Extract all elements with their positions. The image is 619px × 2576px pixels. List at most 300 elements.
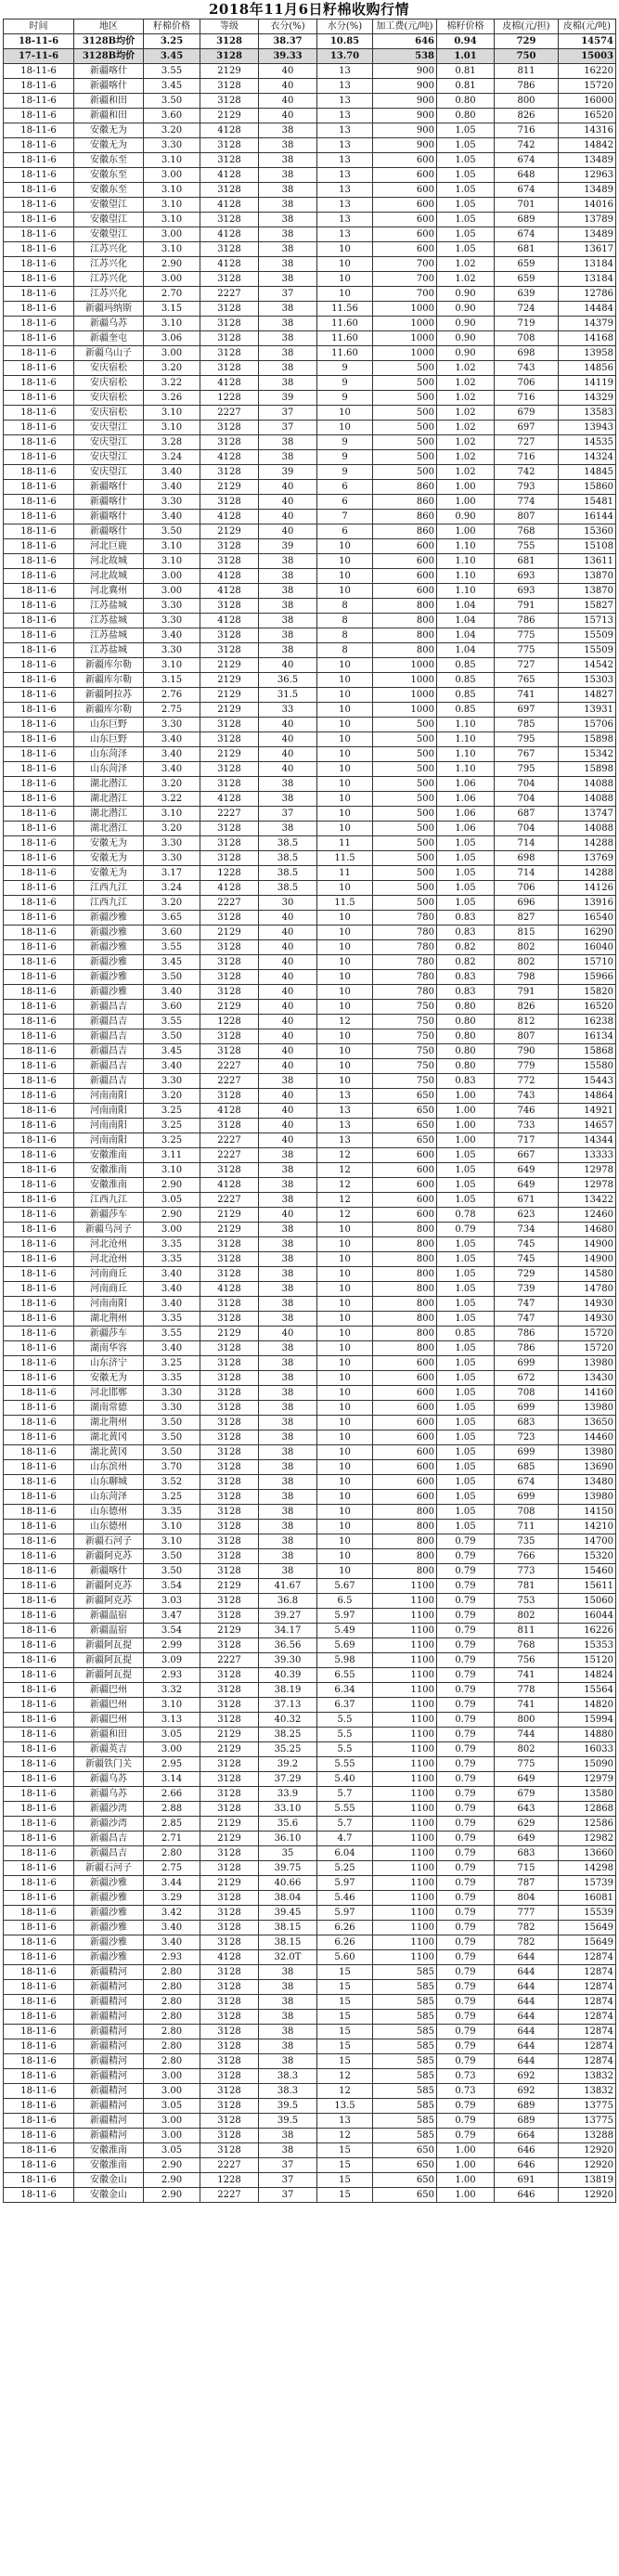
cell-region: 新疆昌吉 — [74, 1059, 144, 1074]
cell-seed-cotton-price: 3.60 — [144, 109, 200, 123]
table-row — [4, 2158, 616, 2173]
cell-seed-cotton-price: 2.90 — [144, 2173, 200, 2188]
table-row — [4, 732, 616, 747]
cell-grade: 4128 — [200, 792, 259, 807]
table-row — [4, 1416, 616, 1430]
cell-cottonseed-price: 0.94 — [437, 34, 495, 49]
cell-lint-percent: 40 — [259, 1119, 317, 1133]
cell-cottonseed-price: 0.79 — [437, 1534, 495, 1549]
table-row — [4, 79, 616, 94]
cell-date: 18-11-6 — [4, 1579, 74, 1594]
cell-lint-percent: 37 — [259, 2173, 317, 2188]
cell-processing-fee: 500 — [373, 777, 437, 792]
cell-region: 新疆英吉 — [74, 1742, 144, 1757]
cell-moisture-percent: 10 — [317, 985, 373, 1000]
cell-grade: 3128 — [200, 1846, 259, 1861]
cell-moisture-percent: 13 — [317, 64, 373, 79]
cell-cottonseed-price: 1.05 — [437, 153, 495, 168]
table-row — [4, 1534, 616, 1549]
cell-processing-fee: 700 — [373, 257, 437, 272]
cell-processing-fee: 585 — [373, 2114, 437, 2129]
cell-lint-per-ton: 13690 — [559, 1460, 616, 1475]
cell-seed-cotton-price: 3.20 — [144, 822, 200, 836]
cell-region: 新疆沙雅 — [74, 1906, 144, 1921]
cell-moisture-percent: 5.7 — [317, 1817, 373, 1832]
table-row — [4, 1549, 616, 1564]
cell-grade: 2129 — [200, 1223, 259, 1237]
cell-lint-per-dan: 753 — [495, 1594, 559, 1609]
cell-processing-fee: 1000 — [373, 317, 437, 331]
cell-lint-per-ton: 15564 — [559, 1683, 616, 1698]
cell-cottonseed-price: 1.05 — [437, 1520, 495, 1534]
header-lint-percent: 衣分(%) — [259, 19, 317, 34]
cell-lint-percent: 38 — [259, 1965, 317, 1980]
cell-date: 18-11-6 — [4, 2143, 74, 2158]
cell-moisture-percent: 10 — [317, 1460, 373, 1475]
cell-region: 湖北潜江 — [74, 822, 144, 836]
cell-region: 湖南常德 — [74, 1401, 144, 1416]
cell-seed-cotton-price: 3.10 — [144, 317, 200, 331]
cell-date: 18-11-6 — [4, 406, 74, 421]
table-row — [4, 703, 616, 718]
cell-seed-cotton-price: 3.09 — [144, 1653, 200, 1668]
cell-moisture-percent: 6.34 — [317, 1683, 373, 1698]
cell-lint-per-ton: 13931 — [559, 703, 616, 718]
cell-seed-cotton-price: 3.35 — [144, 1237, 200, 1252]
header-lint-per-dan: 皮棉(元/担) — [495, 19, 559, 34]
cell-lint-percent: 40.66 — [259, 1876, 317, 1891]
cell-seed-cotton-price: 3.40 — [144, 762, 200, 777]
cell-seed-cotton-price: 3.25 — [144, 1104, 200, 1119]
cell-seed-cotton-price: 3.35 — [144, 1371, 200, 1386]
cell-date: 18-11-6 — [4, 79, 74, 94]
table-row — [4, 391, 616, 406]
cell-region: 江西九江 — [74, 896, 144, 911]
cell-lint-per-ton: 14930 — [559, 1297, 616, 1312]
cell-lint-per-dan: 812 — [495, 1015, 559, 1029]
cell-moisture-percent: 10 — [317, 688, 373, 703]
cell-lint-per-ton: 14820 — [559, 1698, 616, 1713]
cell-processing-fee: 585 — [373, 2054, 437, 2069]
cell-region: 江西九江 — [74, 881, 144, 896]
cell-grade: 3128 — [200, 34, 259, 49]
cell-lint-per-ton: 13617 — [559, 242, 616, 257]
cell-region: 河北故城 — [74, 569, 144, 584]
table-row — [4, 822, 616, 836]
table-row — [4, 1430, 616, 1445]
cell-lint-percent: 38 — [259, 1549, 317, 1564]
cell-moisture-percent: 5.5 — [317, 1742, 373, 1757]
cell-lint-per-dan: 786 — [495, 79, 559, 94]
cell-seed-cotton-price: 3.00 — [144, 2084, 200, 2099]
table-row — [4, 183, 616, 198]
cell-seed-cotton-price: 3.00 — [144, 584, 200, 599]
cell-processing-fee: 500 — [373, 762, 437, 777]
cell-grade: 2129 — [200, 480, 259, 495]
cell-moisture-percent: 13 — [317, 183, 373, 198]
cell-seed-cotton-price: 3.25 — [144, 1119, 200, 1133]
cell-moisture-percent: 8 — [317, 628, 373, 643]
cell-grade: 3128 — [200, 1980, 259, 1995]
cell-lint-percent: 33 — [259, 703, 317, 718]
cell-grade: 3128 — [200, 2114, 259, 2129]
cell-lint-per-dan: 741 — [495, 1698, 559, 1713]
cell-processing-fee: 1000 — [373, 673, 437, 688]
cell-processing-fee: 585 — [373, 2129, 437, 2143]
cell-grade: 3128 — [200, 1163, 259, 1178]
cell-region: 江苏兴化 — [74, 257, 144, 272]
cell-lint-per-dan: 800 — [495, 1713, 559, 1728]
cell-grade: 3128 — [200, 1965, 259, 1980]
cell-region: 新疆乌山子 — [74, 346, 144, 361]
cell-lint-per-ton: 16144 — [559, 510, 616, 524]
cell-lint-per-ton: 15706 — [559, 718, 616, 732]
cell-seed-cotton-price: 3.26 — [144, 391, 200, 406]
cell-moisture-percent: 10.85 — [317, 34, 373, 49]
cell-region: 新疆阿瓦提 — [74, 1638, 144, 1653]
cell-region: 江苏盐城 — [74, 599, 144, 614]
cell-lint-percent: 40 — [259, 762, 317, 777]
cell-seed-cotton-price: 3.60 — [144, 926, 200, 940]
cell-lint-percent: 38 — [259, 1430, 317, 1445]
cell-grade: 3128 — [200, 302, 259, 317]
cell-grade: 2129 — [200, 688, 259, 703]
cell-lint-percent: 39.45 — [259, 1906, 317, 1921]
cell-seed-cotton-price: 2.80 — [144, 2010, 200, 2025]
cell-date: 18-11-6 — [4, 1549, 74, 1564]
cell-seed-cotton-price: 3.00 — [144, 1742, 200, 1757]
table-row — [4, 747, 616, 762]
cell-lint-per-ton: 13870 — [559, 584, 616, 599]
cell-processing-fee: 780 — [373, 985, 437, 1000]
cell-date: 18-11-6 — [4, 1237, 74, 1252]
cell-seed-cotton-price: 3.24 — [144, 881, 200, 896]
cell-seed-cotton-price: 3.60 — [144, 1000, 200, 1015]
cell-cottonseed-price: 0.79 — [437, 1594, 495, 1609]
cell-seed-cotton-price: 2.90 — [144, 257, 200, 272]
cell-moisture-percent: 15 — [317, 2188, 373, 2203]
cell-region: 河北巨鹿 — [74, 539, 144, 554]
cell-lint-per-ton: 13980 — [559, 1490, 616, 1505]
cell-grade: 1228 — [200, 866, 259, 881]
cell-lint-per-ton: 12874 — [559, 1950, 616, 1965]
cell-region: 山东菏泽 — [74, 762, 144, 777]
cell-lint-percent: 38 — [259, 1520, 317, 1534]
cell-cottonseed-price: 1.01 — [437, 49, 495, 64]
cell-moisture-percent: 13 — [317, 79, 373, 94]
cell-region: 新疆玛纳斯 — [74, 302, 144, 317]
cell-seed-cotton-price: 3.35 — [144, 1312, 200, 1327]
cell-seed-cotton-price: 3.50 — [144, 94, 200, 109]
cell-grade: 3128 — [200, 1609, 259, 1624]
cell-grade: 3128 — [200, 643, 259, 658]
cell-moisture-percent: 5.7 — [317, 1787, 373, 1802]
cell-lint-per-ton: 14842 — [559, 138, 616, 153]
cell-date: 18-11-6 — [4, 911, 74, 926]
cell-moisture-percent: 10 — [317, 792, 373, 807]
cell-lint-per-dan: 777 — [495, 1906, 559, 1921]
cell-date: 18-11-6 — [4, 1490, 74, 1505]
cell-processing-fee: 860 — [373, 524, 437, 539]
cell-processing-fee: 800 — [373, 1520, 437, 1534]
cell-seed-cotton-price: 3.40 — [144, 1921, 200, 1935]
table-row — [4, 1371, 616, 1386]
table-row — [4, 1223, 616, 1237]
cell-region: 安徽淮南 — [74, 1178, 144, 1193]
table-row — [4, 1772, 616, 1787]
cell-region: 新疆昌吉 — [74, 1832, 144, 1846]
cell-grade: 3128 — [200, 1237, 259, 1252]
cell-moisture-percent: 10 — [317, 1059, 373, 1074]
cell-moisture-percent: 10 — [317, 421, 373, 435]
cell-seed-cotton-price: 2.90 — [144, 1208, 200, 1223]
table-row — [4, 524, 616, 539]
cell-cottonseed-price: 0.79 — [437, 1742, 495, 1757]
table-row — [4, 955, 616, 970]
cell-moisture-percent: 5.97 — [317, 1876, 373, 1891]
cell-processing-fee: 585 — [373, 2025, 437, 2039]
cell-cottonseed-price: 0.80 — [437, 1000, 495, 1015]
cell-cottonseed-price: 0.79 — [437, 1980, 495, 1995]
cell-moisture-percent: 5.5 — [317, 1713, 373, 1728]
cell-lint-percent: 38 — [259, 2143, 317, 2158]
cell-cottonseed-price: 0.79 — [437, 1683, 495, 1698]
cell-lint-per-dan: 826 — [495, 109, 559, 123]
table-row — [4, 628, 616, 643]
table-row — [4, 64, 616, 79]
cell-cottonseed-price: 0.90 — [437, 510, 495, 524]
cell-cottonseed-price: 0.90 — [437, 346, 495, 361]
cell-lint-per-dan: 768 — [495, 1638, 559, 1653]
summary-row — [4, 34, 616, 49]
table-row — [4, 1237, 616, 1252]
cell-moisture-percent: 6.37 — [317, 1698, 373, 1713]
cell-lint-per-dan: 639 — [495, 287, 559, 302]
cell-processing-fee: 1100 — [373, 1935, 437, 1950]
cell-processing-fee: 500 — [373, 732, 437, 747]
cell-lint-per-ton: 14088 — [559, 777, 616, 792]
cell-lint-per-ton: 15898 — [559, 762, 616, 777]
cell-processing-fee: 1100 — [373, 1891, 437, 1906]
cell-cottonseed-price: 0.79 — [437, 1223, 495, 1237]
cell-processing-fee: 1100 — [373, 1906, 437, 1921]
cell-cottonseed-price: 1.05 — [437, 1163, 495, 1178]
table-row — [4, 2084, 616, 2099]
cell-seed-cotton-price: 3.00 — [144, 2069, 200, 2084]
cell-grade: 2129 — [200, 673, 259, 688]
cell-seed-cotton-price: 3.50 — [144, 1430, 200, 1445]
cell-date: 18-11-6 — [4, 658, 74, 673]
cell-date: 18-11-6 — [4, 1846, 74, 1861]
cell-cottonseed-price: 1.10 — [437, 539, 495, 554]
cell-region: 江苏兴化 — [74, 272, 144, 287]
cell-lint-per-dan: 708 — [495, 331, 559, 346]
cell-cottonseed-price: 1.10 — [437, 762, 495, 777]
cell-date: 18-11-6 — [4, 1208, 74, 1223]
cell-processing-fee: 538 — [373, 49, 437, 64]
cell-lint-per-ton: 13422 — [559, 1193, 616, 1208]
cell-region: 新疆乌苏 — [74, 1772, 144, 1787]
table-row — [4, 1327, 616, 1341]
cell-date: 18-11-6 — [4, 317, 74, 331]
cell-cottonseed-price: 0.79 — [437, 1698, 495, 1713]
cell-lint-per-ton: 13980 — [559, 1401, 616, 1416]
cell-grade: 3128 — [200, 361, 259, 376]
cell-moisture-percent: 5.97 — [317, 1609, 373, 1624]
cell-grade: 3128 — [200, 495, 259, 510]
cell-date: 18-11-6 — [4, 257, 74, 272]
cell-lint-percent: 31.5 — [259, 688, 317, 703]
cell-cottonseed-price: 1.00 — [437, 2158, 495, 2173]
cell-seed-cotton-price: 3.55 — [144, 1327, 200, 1341]
cell-lint-per-ton: 14160 — [559, 1386, 616, 1401]
cell-moisture-percent: 5.25 — [317, 1861, 373, 1876]
cell-lint-percent: 38 — [259, 1267, 317, 1282]
cell-region: 新疆精河 — [74, 1965, 144, 1980]
cell-grade: 2129 — [200, 1624, 259, 1638]
cell-cottonseed-price: 0.79 — [437, 2010, 495, 2025]
cell-processing-fee: 600 — [373, 1430, 437, 1445]
cell-lint-percent: 37 — [259, 2158, 317, 2173]
cell-seed-cotton-price: 3.10 — [144, 1163, 200, 1178]
cell-seed-cotton-price: 3.40 — [144, 1059, 200, 1074]
cell-region: 河南商丘 — [74, 1267, 144, 1282]
cell-lint-per-dan: 778 — [495, 1683, 559, 1698]
cell-lint-per-ton: 16520 — [559, 1000, 616, 1015]
cell-processing-fee: 900 — [373, 109, 437, 123]
cell-moisture-percent: 5.55 — [317, 1802, 373, 1817]
cell-region: 新疆昌吉 — [74, 1074, 144, 1089]
cell-region: 河南南阳 — [74, 1133, 144, 1148]
cell-seed-cotton-price: 3.25 — [144, 1490, 200, 1505]
cell-lint-per-ton: 15303 — [559, 673, 616, 688]
cell-grade: 3128 — [200, 1757, 259, 1772]
cell-processing-fee: 1000 — [373, 688, 437, 703]
table-row — [4, 1460, 616, 1475]
cell-grade: 2129 — [200, 703, 259, 718]
cell-seed-cotton-price: 3.10 — [144, 539, 200, 554]
cell-date: 18-11-6 — [4, 1416, 74, 1430]
cell-processing-fee: 650 — [373, 2173, 437, 2188]
cell-lint-per-ton: 13916 — [559, 896, 616, 911]
cell-lint-per-ton: 13430 — [559, 1371, 616, 1386]
cell-lint-per-dan: 795 — [495, 732, 559, 747]
cell-lint-per-ton: 15649 — [559, 1921, 616, 1935]
cell-moisture-percent: 10 — [317, 881, 373, 896]
cell-cottonseed-price: 1.05 — [437, 1178, 495, 1193]
table-row — [4, 168, 616, 183]
cell-grade: 3128 — [200, 836, 259, 851]
cell-cottonseed-price: 0.85 — [437, 688, 495, 703]
cell-date: 18-11-6 — [4, 866, 74, 881]
cell-moisture-percent: 12 — [317, 1148, 373, 1163]
cell-cottonseed-price: 0.83 — [437, 926, 495, 940]
cell-cottonseed-price: 1.06 — [437, 792, 495, 807]
table-row — [4, 272, 616, 287]
cell-grade: 3128 — [200, 242, 259, 257]
table-row — [4, 1624, 616, 1638]
cell-moisture-percent: 10 — [317, 1237, 373, 1252]
cell-lint-per-dan: 782 — [495, 1921, 559, 1935]
cell-cottonseed-price: 1.05 — [437, 1371, 495, 1386]
cell-lint-per-dan: 804 — [495, 1891, 559, 1906]
cell-date: 18-11-6 — [4, 1059, 74, 1074]
cell-date: 18-11-6 — [4, 584, 74, 599]
cell-lint-percent: 40 — [259, 718, 317, 732]
cell-date: 18-11-6 — [4, 1327, 74, 1341]
header-row — [4, 19, 616, 34]
cell-date: 18-11-6 — [4, 138, 74, 153]
cell-region: 新疆精河 — [74, 1980, 144, 1995]
cell-lint-per-ton: 13660 — [559, 1846, 616, 1861]
cell-lint-per-ton: 15720 — [559, 1327, 616, 1341]
cell-grade: 3128 — [200, 1891, 259, 1906]
cell-lint-percent: 38.5 — [259, 866, 317, 881]
cell-processing-fee: 800 — [373, 1252, 437, 1267]
table-row — [4, 450, 616, 465]
cell-processing-fee: 585 — [373, 1980, 437, 1995]
cell-region: 河北邯郸 — [74, 1386, 144, 1401]
cell-date: 18-11-6 — [4, 1713, 74, 1728]
cell-processing-fee: 900 — [373, 138, 437, 153]
cell-processing-fee: 585 — [373, 2084, 437, 2099]
cell-date: 18-11-6 — [4, 777, 74, 792]
table-row — [4, 985, 616, 1000]
cell-lint-percent: 38 — [259, 1074, 317, 1089]
cell-region: 新疆昌吉 — [74, 1029, 144, 1044]
cell-lint-per-dan: 723 — [495, 1430, 559, 1445]
cell-region: 新疆阿克苏 — [74, 1549, 144, 1564]
cell-moisture-percent: 10 — [317, 1505, 373, 1520]
cell-lint-percent: 40 — [259, 732, 317, 747]
cell-lint-per-dan: 791 — [495, 599, 559, 614]
cell-lint-per-ton: 14119 — [559, 376, 616, 391]
cell-region: 山东聊城 — [74, 1475, 144, 1490]
cell-processing-fee: 600 — [373, 198, 437, 213]
header-region: 地区 — [74, 19, 144, 34]
cell-seed-cotton-price: 3.45 — [144, 49, 200, 64]
cell-grade: 3128 — [200, 777, 259, 792]
table-header — [4, 19, 616, 34]
header-date: 时间 — [4, 19, 74, 34]
cell-lint-percent: 35 — [259, 1846, 317, 1861]
cell-lint-per-dan: 779 — [495, 1059, 559, 1074]
cell-lint-percent: 40 — [259, 1133, 317, 1148]
cell-moisture-percent: 10 — [317, 807, 373, 822]
cell-cottonseed-price: 0.79 — [437, 1772, 495, 1787]
cell-lint-per-dan: 689 — [495, 2099, 559, 2114]
cell-cottonseed-price: 1.05 — [437, 1237, 495, 1252]
cell-lint-per-dan: 714 — [495, 866, 559, 881]
cell-processing-fee: 1100 — [373, 1802, 437, 1817]
cell-lint-percent: 38 — [259, 376, 317, 391]
cell-lint-per-ton: 15860 — [559, 480, 616, 495]
cell-region: 湖北黄冈 — [74, 1445, 144, 1460]
cell-processing-fee: 500 — [373, 435, 437, 450]
cell-region: 河北冀州 — [74, 584, 144, 599]
cell-date: 18-11-6 — [4, 1668, 74, 1683]
cell-lint-per-ton: 14344 — [559, 1133, 616, 1148]
cell-cottonseed-price: 1.02 — [437, 421, 495, 435]
cell-lint-per-dan: 786 — [495, 1327, 559, 1341]
table-row — [4, 2069, 616, 2084]
cell-cottonseed-price: 0.79 — [437, 1638, 495, 1653]
cell-processing-fee: 780 — [373, 955, 437, 970]
cell-region: 新疆精河 — [74, 2025, 144, 2039]
cell-lint-percent: 40 — [259, 1059, 317, 1074]
cell-lint-percent: 39 — [259, 391, 317, 406]
cell-lint-per-dan: 716 — [495, 450, 559, 465]
